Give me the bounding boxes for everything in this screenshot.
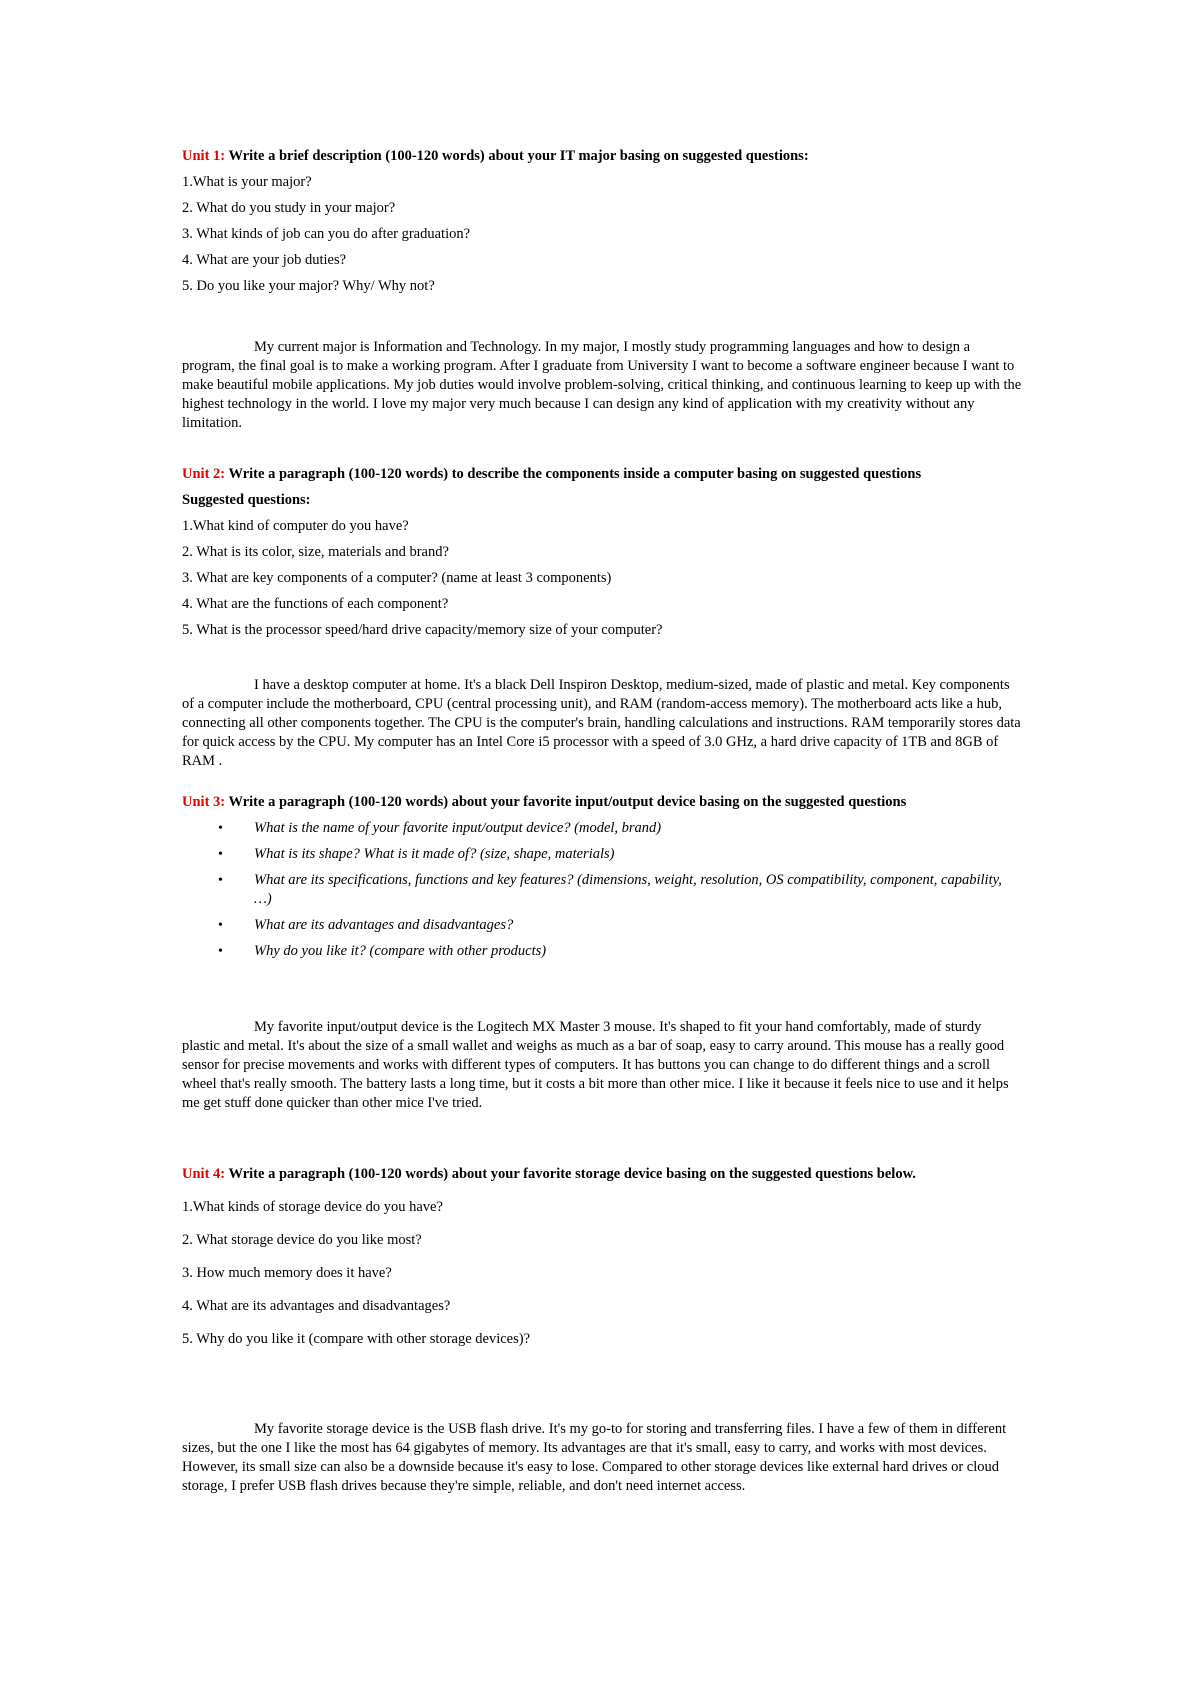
bullet-question-item <box>218 871 1022 909</box>
bullet-icon: • <box>218 873 223 888</box>
unit-4-section <box>182 1164 1022 1349</box>
bullet-question-item <box>218 916 1022 935</box>
unit-2-answer-paragraph: I have a desktop computer at home. It's a black Dell Inspiron Desktop, medium-sized, made of plastic and metal. Key components of a computer include the motherboard, CPU (central processing unit), and RAM (random-access memory). The motherboard acts like a hub, connecting all other components together. The CPU is the computer's brain, handling calculations and instructions. RAM temporarily stores data for quick access by the CPU. My computer has an Intel Core i5 processor with a speed of 3.0 GHz, a hard drive capacity of 1TB and 8GB of RAM . <box>182 677 1021 769</box>
question-item: 4. What are your job duties? <box>182 252 347 268</box>
bullet-icon: • <box>218 847 223 862</box>
unit-4-questions <box>182 1197 1022 1349</box>
question-item: 5. Why do you like it (compare with other storage devices)? <box>182 1331 531 1347</box>
unit-1-questions <box>182 172 1022 296</box>
bullet-question-text: What are its advantages and disadvantages? <box>254 917 514 933</box>
bullet-icon: • <box>218 944 223 959</box>
unit-1-section <box>182 146 1022 296</box>
question-item: 5. What is the processor speed/hard drive capacity/memory size of your computer? <box>182 622 663 638</box>
unit-2-heading <box>182 464 1022 484</box>
question-item: 3. What kinds of job can you do after graduation? <box>182 226 471 242</box>
bullet-icon: • <box>218 821 223 836</box>
question-item: 4. What are its advantages and disadvantages? <box>182 1298 451 1314</box>
question-item: 3. How much memory does it have? <box>182 1265 392 1281</box>
unit-3-label: Unit 3: <box>182 794 226 810</box>
question-item: 1.What kinds of storage device do you have? <box>182 1199 443 1215</box>
bullet-question-item <box>218 819 1022 838</box>
unit-1-heading <box>182 146 1022 166</box>
unit-4-heading <box>182 1164 1022 1184</box>
bullet-question-text: What are its specifications, functions and key features? (dimensions, weight, resolution, OS compatibility, component, capability, …) <box>254 872 1002 907</box>
bullet-question-text: What is its shape? What is it made of? (size, shape, materials) <box>254 846 615 862</box>
unit-3-answer-paragraph: My favorite input/output device is the Logitech MX Master 3 mouse. It's shaped to fit your hand comfortably, made of sturdy plastic and metal. It's about the size of a small wallet and weighs as much as a bar of soap, easy to carry around. This mouse has a really good sensor for precise movements and works with different types of computers. It has buttons you can change to do different things and a scroll wheel that's really smooth. The battery lasts a long time, but it costs a bit more than other mice. I like it because it feels nice to use and it helps me get stuff done quicker than other mice I've tried. <box>182 1019 1009 1111</box>
question-item: 2. What do you study in your major? <box>182 200 396 216</box>
question-item: 2. What is its color, size, materials and brand? <box>182 544 449 560</box>
unit-3-questions <box>182 819 1022 961</box>
question-item: 1.What is your major? <box>182 174 312 190</box>
bullet-question-text: Why do you like it? (compare with other products) <box>254 943 547 959</box>
unit-3-heading-text: Write a paragraph (100-120 words) about your favorite input/output device basing on the suggested questions <box>225 794 907 810</box>
question-item: 4. What are the functions of each component? <box>182 596 449 612</box>
unit-4-answer-paragraph: My favorite storage device is the USB flash drive. It's my go-to for storing and transferring files. I have a few of them in different sizes, but the one I like the most has 64 gigabytes of memory. Its advantages are that it's small, easy to carry, and works with most devices. However, its small size can also be a downside because it's easy to lose. Compared to other storage devices like external hard drives or cloud storage, I prefer USB flash drives because they're simple, reliable, and don't need internet access. <box>182 1421 1007 1494</box>
unit-1-label: Unit 1: <box>182 148 226 164</box>
unit-2-subheading: Suggested questions: <box>182 492 311 508</box>
unit-1-heading-text: Write a brief description (100-120 words) about your IT major basing on suggested questions: <box>225 148 809 164</box>
unit-2-questions <box>182 516 1022 640</box>
unit-3-heading <box>182 792 1022 812</box>
question-item: 5. Do you like your major? Why/ Why not? <box>182 278 435 294</box>
question-item: 2. What storage device do you like most? <box>182 1232 422 1248</box>
bullet-question-text: What is the name of your favorite input/output device? (model, brand) <box>254 820 662 836</box>
bullet-icon: • <box>218 918 223 933</box>
unit-2-section <box>182 464 1022 640</box>
unit-3-section <box>182 792 1022 961</box>
bullet-question-item <box>218 845 1022 864</box>
unit-2-label: Unit 2: <box>182 466 226 482</box>
unit-4-heading-text: Write a paragraph (100-120 words) about your favorite storage device basing on the suggested questions below. <box>225 1166 916 1182</box>
question-item: 1.What kind of computer do you have? <box>182 518 409 534</box>
bullet-question-item <box>218 942 1022 961</box>
unit-2-heading-text: Write a paragraph (100-120 words) to describe the components inside a computer basing on suggested questions <box>225 466 922 482</box>
question-item: 3. What are key components of a computer? (name at least 3 components) <box>182 570 612 586</box>
unit-1-answer-paragraph: My current major is Information and Technology. In my major, I mostly study programming languages and how to design a program, the final goal is to make a working program. After I graduate from University I want to become a software engineer because I want to make beautiful mobile applications. My job duties would involve problem-solving, critical thinking, and continuous learning to keep up with the highest technology in the world. I love my major very much because I can design any kind of application with my creativity without any limitation. <box>182 339 1022 431</box>
unit-4-label: Unit 4: <box>182 1166 226 1182</box>
